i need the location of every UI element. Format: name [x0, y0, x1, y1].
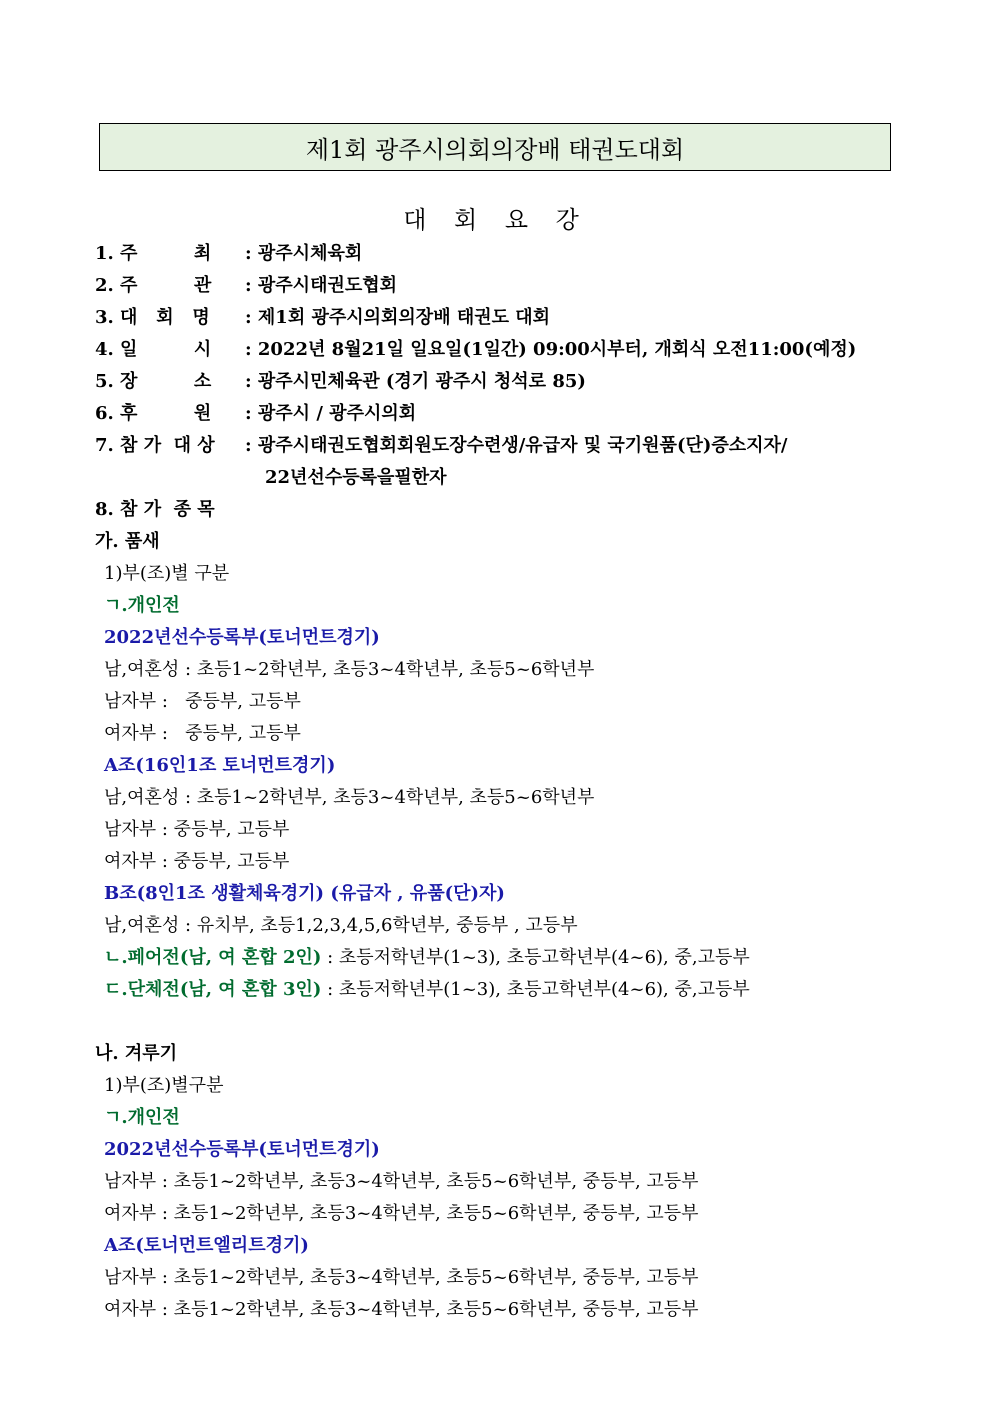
document-subtitle: 대 회 요 강 [403, 206, 589, 234]
item-date: 4. 일 시 : 2022년 8월21일 일요일(1일간) 09:00시부터, 개회식 오전11:00(예정) [95, 339, 857, 360]
kyorugi-sub: 1)부(조)별구분 [104, 1075, 224, 1096]
document-title: 제1회 광주시의회의장배 태권도대회 [99, 123, 891, 171]
kyorugi-reg-line: 남자부 : 초등1~2학년부, 초등3~4학년부, 초등5~6학년부, 중등부, 고등부 [104, 1171, 699, 1192]
item-sponsor: 6. 후 원 : 광주시 / 광주시의회 [95, 403, 417, 424]
poomsae-a-line: 남,여혼성 : 초등1~2학년부, 초등3~4학년부, 초등5~6학년부 [104, 787, 595, 808]
kyorugi-heading: 나. 겨루기 [95, 1043, 178, 1064]
kyorugi-reg-heading: 2022년선수등록부(토너먼트경기) [104, 1139, 380, 1160]
poomsae-a-line: 여자부 : 중등부, 고등부 [104, 851, 290, 872]
kyorugi-reg-line: 여자부 : 초등1~2학년부, 초등3~4학년부, 초등5~6학년부, 중등부, 고등부 [104, 1203, 699, 1224]
poomsae-b-line: 남,여혼성 : 유치부, 초등1,2,3,4,5,6학년부, 중등부 , 고등부 [104, 915, 578, 936]
poomsae-team: ㄷ.단체전(남, 여 혼합 3인) : 초등저학년부(1~3), 초등고학년부(4~6), 중,고등부 [104, 979, 750, 1000]
item-organizer: 2. 주 관 : 광주시태권도협회 [95, 275, 398, 296]
poomsae-pair: ㄴ.페어전(남, 여 혼합 2인) : 초등저학년부(1~3), 초등고학년부(4~6), 중,고등부 [104, 947, 750, 968]
poomsae-heading: 가. 품새 [95, 531, 160, 552]
poomsae-reg-line: 남,여혼성 : 초등1~2학년부, 초등3~4학년부, 초등5~6학년부 [104, 659, 595, 680]
item-host: 1. 주 최 : 광주시체육회 [95, 243, 363, 264]
poomsae-reg-line: 남자부 : 중등부, 고등부 [104, 691, 301, 712]
item-eligibility-cont: 22년선수등록을필한자 [265, 467, 447, 488]
poomsae-a-line: 남자부 : 중등부, 고등부 [104, 819, 290, 840]
poomsae-individual: ㄱ.개인전 [104, 595, 180, 616]
poomsae-reg-line: 여자부 : 중등부, 고등부 [104, 723, 301, 744]
item-venue: 5. 장 소 : 광주시민체육관 (경기 광주시 청석로 85) [95, 371, 586, 392]
kyorugi-individual: ㄱ.개인전 [104, 1107, 180, 1128]
kyorugi-a-line: 남자부 : 초등1~2학년부, 초등3~4학년부, 초등5~6학년부, 중등부, 고등부 [104, 1267, 699, 1288]
poomsae-a-heading: A조(16인1조 토너먼트경기) [104, 755, 336, 776]
item-eligibility: 7. 참 가 대 상 : 광주시태권도협회회원도장수련생/유급자 및 국기원품(단)증소지자/ [95, 435, 788, 456]
poomsae-sub: 1)부(조)별 구분 [104, 563, 230, 584]
item-events: 8. 참 가 종 목 [95, 499, 215, 520]
poomsae-b-heading: B조(8인1조 생활체육경기) (유급자 , 유품(단)자) [104, 883, 505, 904]
kyorugi-a-line: 여자부 : 초등1~2학년부, 초등3~4학년부, 초등5~6학년부, 중등부, 고등부 [104, 1299, 699, 1320]
kyorugi-a-heading: A조(토너먼트엘리트경기) [104, 1235, 309, 1256]
item-event-name: 3. 대 회 명 : 제1회 광주시의회의장배 태권도 대회 [95, 307, 551, 328]
poomsae-reg-heading: 2022년선수등록부(토너먼트경기) [104, 627, 380, 648]
